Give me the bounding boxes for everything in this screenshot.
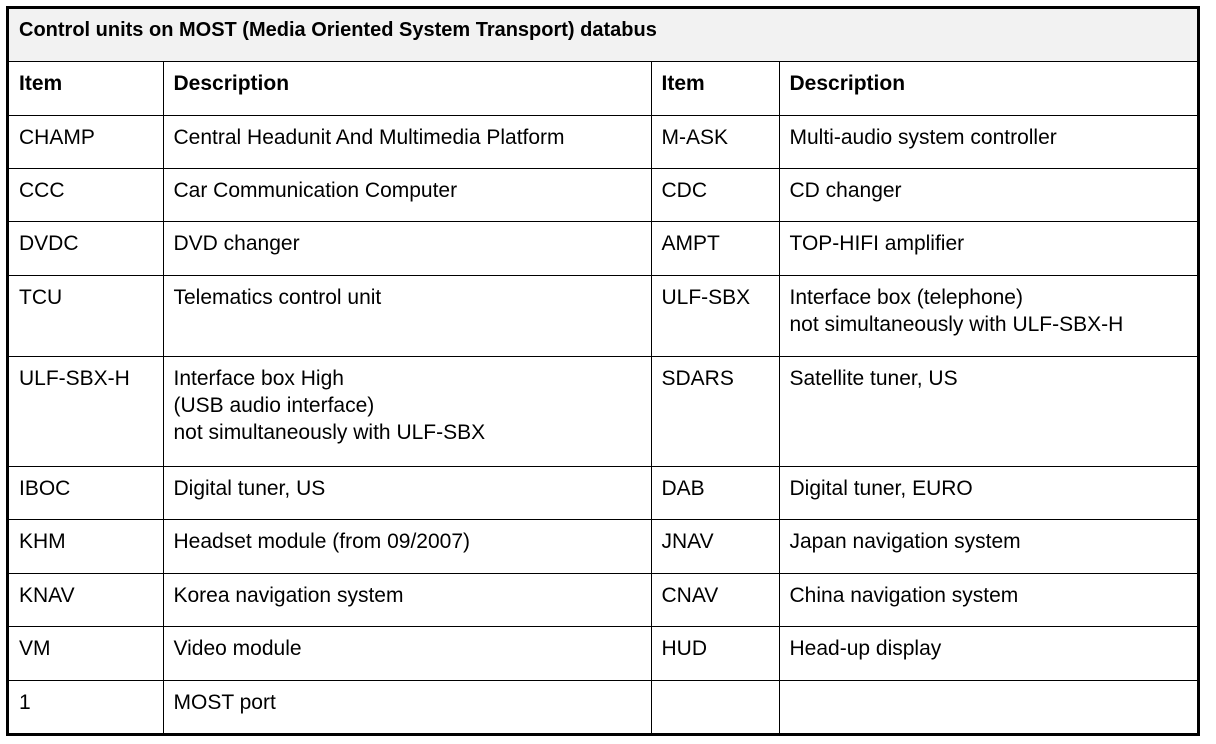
table-row: [9, 115, 1197, 168]
description-cell: [779, 627, 1197, 680]
description-line: (USB audio interface): [173, 394, 375, 418]
item-cell: CHAMP: [9, 115, 163, 168]
description-cell: [163, 169, 651, 222]
description-line: Head-up display: [789, 637, 942, 661]
table-row: [9, 222, 1197, 275]
item-cell: CCC: [9, 169, 163, 222]
description-line: Satellite tuner, US: [789, 367, 958, 391]
description-cell: [163, 573, 651, 626]
description-cell: [779, 467, 1197, 520]
description-line: Interface box High: [173, 367, 344, 391]
description-cell: [779, 115, 1197, 168]
item-cell: SDARS: [651, 357, 779, 467]
description-cell: [163, 627, 651, 680]
description-line: Central Headunit And Multimedia Platform: [173, 125, 565, 149]
description-cell: [779, 222, 1197, 275]
table-title-row: [9, 9, 1197, 62]
item-cell: IBOC: [9, 467, 163, 520]
description-cell: [163, 467, 651, 520]
item-cell: AMPT: [651, 222, 779, 275]
table-row: [9, 467, 1197, 520]
description-cell: [163, 357, 651, 467]
description-line: MOST port: [173, 690, 276, 714]
description-cell: [779, 357, 1197, 467]
description-line: Headset module (from 09/2007): [173, 530, 470, 554]
item-cell: CNAV: [651, 573, 779, 626]
table-row: [9, 357, 1197, 467]
item-cell: JNAV: [651, 520, 779, 573]
description-cell: [779, 520, 1197, 573]
description-line: not simultaneously with ULF-SBX: [173, 421, 486, 445]
description-line: not simultaneously with ULF-SBX-H: [789, 312, 1124, 336]
description-cell: [779, 573, 1197, 626]
item-cell: KHM: [9, 520, 163, 573]
description-cell: [779, 169, 1197, 222]
description-line: Car Communication Computer: [173, 179, 458, 203]
header-description-left: Description: [163, 62, 651, 115]
item-cell: ULF-SBX: [651, 275, 779, 357]
description-line: Japan navigation system: [789, 530, 1021, 554]
table-row: [9, 169, 1197, 222]
description-line: Digital tuner, US: [173, 477, 326, 501]
description-line: Digital tuner, EURO: [789, 477, 973, 501]
table-title: Control units on MOST (Media Oriented System Transport) databus: [9, 9, 1197, 62]
item-cell-empty: [651, 680, 779, 733]
description-line: DVD changer: [173, 232, 300, 256]
description-line: TOP-HIFI amplifier: [789, 232, 965, 256]
description-cell: [163, 115, 651, 168]
header-description-right: Description: [779, 62, 1197, 115]
table-row: [9, 627, 1197, 680]
description-cell: [779, 275, 1197, 357]
header-item-left: Item: [9, 62, 163, 115]
item-cell: VM: [9, 627, 163, 680]
table-row: [9, 573, 1197, 626]
table-row: [9, 680, 1197, 733]
item-cell: CDC: [651, 169, 779, 222]
item-cell: TCU: [9, 275, 163, 357]
header-item-right: Item: [651, 62, 779, 115]
description-line: Korea navigation system: [173, 583, 404, 607]
description-line: Multi-audio system controller: [789, 125, 1057, 149]
description-cell: [163, 680, 651, 733]
description-line: Telematics control unit: [173, 285, 382, 309]
description-cell-empty: [779, 680, 1197, 733]
item-cell: DVDC: [9, 222, 163, 275]
description-line: Interface box (telephone): [789, 285, 1023, 309]
item-cell: M-ASK: [651, 115, 779, 168]
description-cell: [163, 275, 651, 357]
item-cell: 1: [9, 680, 163, 733]
description-cell: [163, 222, 651, 275]
table-row: [9, 275, 1197, 357]
table-header-row: [9, 62, 1197, 115]
description-line: China navigation system: [789, 583, 1019, 607]
item-cell: HUD: [651, 627, 779, 680]
table-row: [9, 520, 1197, 573]
description-line: CD changer: [789, 179, 902, 203]
most-control-units-table: [9, 9, 1197, 733]
description-cell: [163, 520, 651, 573]
item-cell: ULF-SBX-H: [9, 357, 163, 467]
item-cell: DAB: [651, 467, 779, 520]
description-line: Video module: [173, 637, 302, 661]
most-control-units-table-frame: [6, 6, 1200, 736]
item-cell: KNAV: [9, 573, 163, 626]
